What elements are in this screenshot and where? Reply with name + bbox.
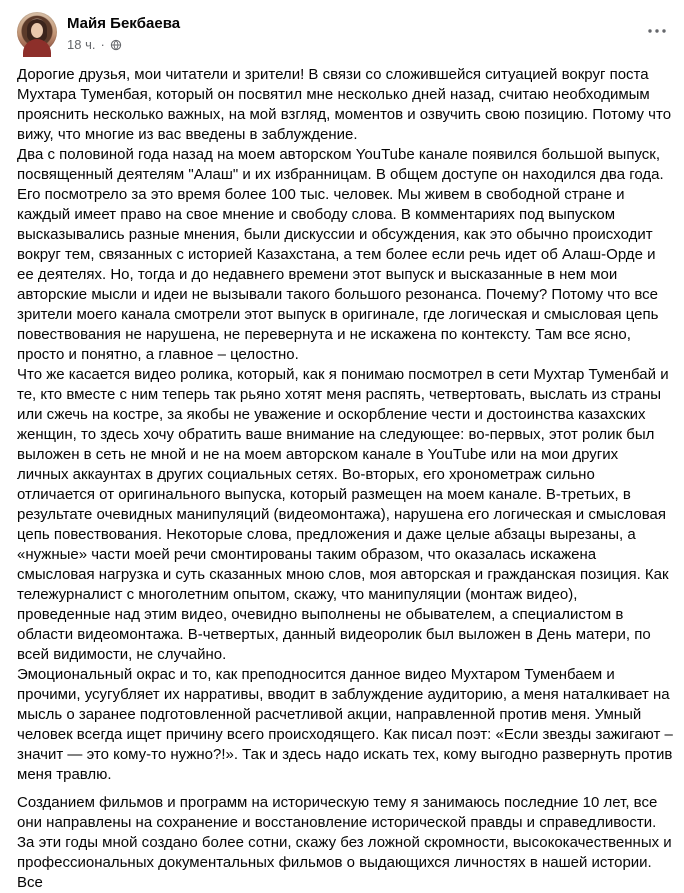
post-timestamp[interactable]: 18 ч. [67,37,96,52]
post-paragraph-2: Два с половиной года назад на моем авторском YouTube канале появился большой выпуск, посвященный деятелям "Алаш" и их избранницам. В общем доступе он находился два года. Его посмотрело за это время более 100 тыс. человек. Мы живем в свободной стране и каждый имеет право на свое мнение и свободу слова. В комментариях под выпуском высказывались разные мнения, были дискуссии и обсуждения, как это обычно происходит вокруг тем, связанных с историей Казахстана, а тем более если речь идет об Алаш-Орде и ее деятелях. Но, тогда и до недавнего времени этот выпуск и высказанные в нем мои авторские мысли и идеи не вызывали такого большого резонанса. Почему? Потому что все зрители моего канала смотрели этот выпуск в оригинале, где логическая и смысловая цепь повествования не нарушена, не перевернута и не искажена по контексту. Там все ясно, просто и понятно, а главное – целостно. [17,146,664,363]
post-options-button[interactable] [646,20,668,42]
avatar-face [31,23,43,38]
post-paragraph-4: Эмоциональный окрас и то, как преподносится данное видео Мухтаром Туменбаем и прочими, усугубляет их нарративы, вводит в заблуждение аудиторию, а меня наталкивает на мысль о заранее подготовленной расчетливой акции, направленной против меня. Умный человек всегда ищет причину всего происходящего. Как писал поэт: «Если звезды зажигают – значит — это кому-то нужно?!». Так и здесь надо искать тех, кому выгодно развернуть против меня травлю. [17,666,673,783]
author-avatar[interactable] [17,12,57,52]
post-paragraph-3: Что же касается видео ролика, который, как я понимаю посмотрел в сети Мухтар Туменбай и те, кто вместе с ним теперь так рьяно хотят меня распять, четвертовать, выслать из страны или сжечь на костре, за якобы не уважение и оскорбление чести и достоинства казахских женщин, то здесь хочу обратить ваше внимание на следующее: во-первых, этот ролик был выложен в сеть не мной и не на моем авторском канале в YouTube или на мои других личных аккаунтах в других социальных сетях. Во-вторых, его хронометраж сильно отличается от оригинального выпуска, который размещен на моем канале. В-третьих, в результате очевидных манипуляций (видеомонтажа), нарушена его логическая и смысловая цепь повествования. Некоторые слова, предложения и даже целые абзацы вырезаны, а «нужные» части моей речи смонтированы таким образом, что оказалась искажена смысловая нагрузка и суть сказанных мною слов, моя авторская и гражданская позиция. Как тележурналист с многолетним опытом, скажу, что манипуляции (монтаж видео), проведенные над этим видео, очевидно выполнены не обывателем, а специалистом в области видеомонтажа. В-четвертых, данный видеоролик был выложен в День матери, по всей видимости, не случайно. [17,366,669,663]
author-name[interactable]: Майя Бекбаева [67,15,181,32]
post-header [0,0,684,64]
post-body [17,65,673,891]
post-paragraph-5: Созданием фильмов и программ на историческую тему я занимаюсь последние 10 лет, все они направлены на сохранение и восстановление исторической правды и справедливости. За эти годы мной создано более сотни, скажу без ложной скромности, высококачественных и профессиональных документальных фильмов о выдающихся личностях в нашей истории. Все [17,794,672,891]
globe-icon [110,39,122,51]
post-paragraph-1: Дорогие друзья, мои читатели и зрители! В связи со сложившейся ситуацией вокруг поста Мухтара Туменбая, который он посвятил мне несколько дней назад, считаю необходимым прояснить несколько важных, на мой взгляд, моментов и озвучить свою позицию. Потому что вижу, что многие из вас введены в заблуждение. [17,66,672,143]
avatar-shoulders [23,39,51,57]
more-horizontal-icon [648,29,666,33]
post-meta [67,36,122,54]
meta-separator: · [100,37,105,52]
